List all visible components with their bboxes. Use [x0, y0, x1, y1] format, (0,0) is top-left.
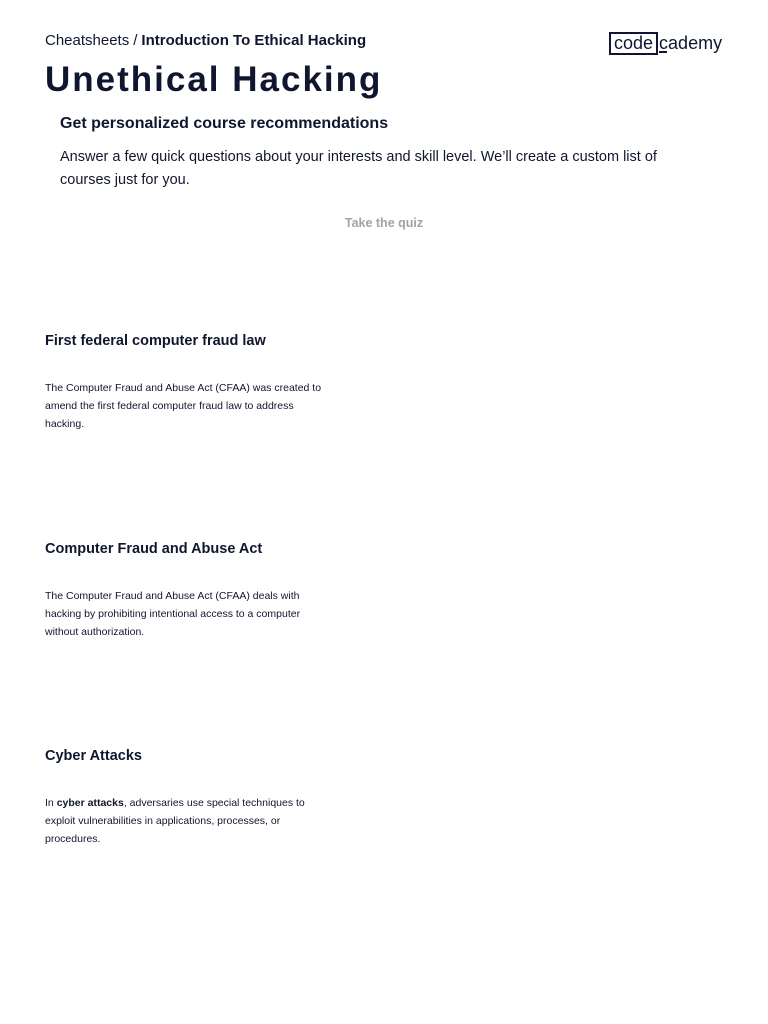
cheatsheet-card-cfaa: [45, 539, 335, 641]
promo-text: Answer a few quick questions about your interests and skill level. We’ll create a custom list of courses just for you.: [60, 149, 657, 188]
page-title: Unethical Hacking: [45, 60, 383, 99]
breadcrumb: [45, 31, 366, 51]
cheatsheet-card-cyber-attacks: [45, 746, 335, 848]
card-body-term: cyber attacks: [56, 797, 124, 809]
card-body: [45, 794, 335, 848]
cheatsheet-card-first-federal-law: [45, 331, 335, 433]
logo-code-box: code: [609, 32, 658, 55]
breadcrumb-cheatsheets-link[interactable]: Cheatsheets: [45, 32, 130, 49]
card-body-prefix: In: [45, 797, 57, 809]
card-body: The Computer Fraud and Abuse Act (CFAA) deals with hacking by prohibiting intentional access to a computer without authorization.: [45, 590, 301, 638]
take-the-quiz-link[interactable]: Take the quiz: [344, 216, 424, 230]
card-title: Cyber Attacks: [45, 748, 142, 764]
promo-heading: Get personalized course recommendations: [60, 115, 389, 132]
breadcrumb-current[interactable]: Introduction To Ethical Hacking: [141, 32, 367, 49]
card-title: Computer Fraud and Abuse Act: [45, 541, 263, 557]
card-body-suffix: , adversaries use special techniques to exploit vulnerabilities in applications, processes, or procedures.: [45, 797, 305, 845]
logo-text: cademy: [659, 33, 723, 53]
card-body: The Computer Fraud and Abuse Act (CFAA) was created to amend the first federal computer fraud law to address hacking.: [45, 382, 322, 430]
card-title: First federal computer fraud law: [45, 333, 266, 349]
breadcrumb-separator: /: [133, 32, 138, 49]
codecademy-logo[interactable]: [609, 31, 722, 55]
course-recommendation-promo: [60, 112, 710, 192]
